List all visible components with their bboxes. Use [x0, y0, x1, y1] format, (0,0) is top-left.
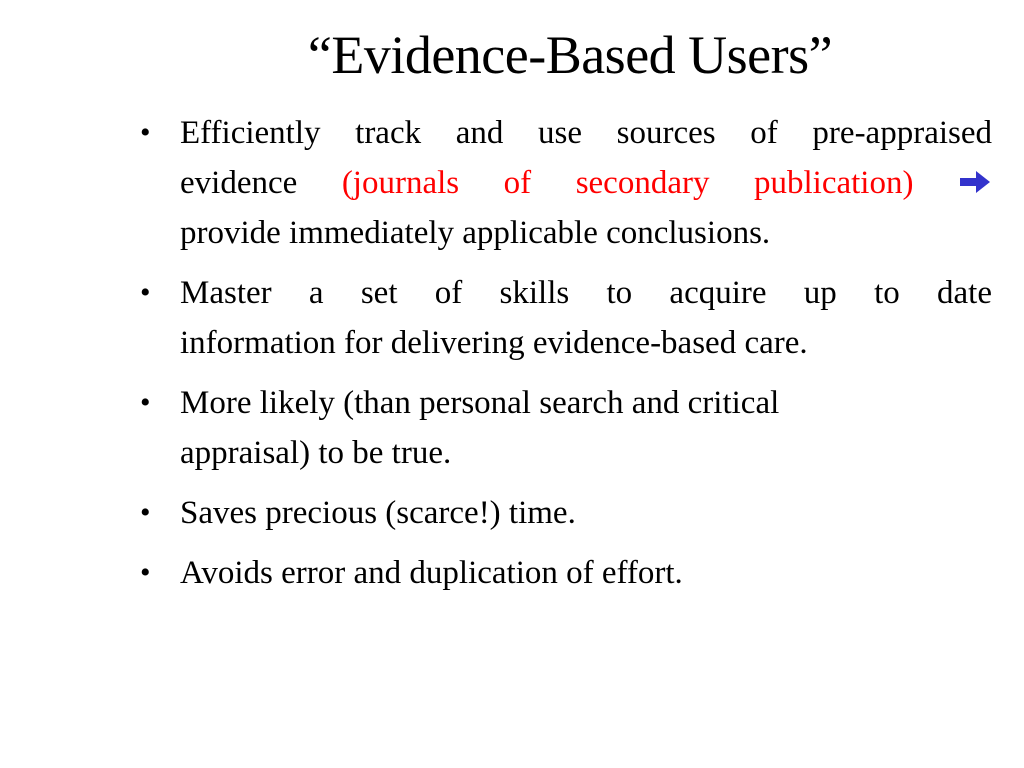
bullet-line: information for delivering evidence-based care.: [180, 325, 808, 361]
bullet-dot: •: [140, 386, 151, 419]
bullet-list: [140, 108, 992, 608]
bullet-line: Saves precious (scarce!) time.: [180, 495, 576, 531]
bullet-dot: •: [140, 496, 151, 529]
bullet-line: provide immediately applicable conclusions.: [180, 215, 771, 251]
bullet-line: More likely (than personal search and critical: [180, 385, 780, 421]
bullet-line: Master a set of skills to acquire up to date: [180, 275, 992, 311]
bullet-dot: •: [140, 276, 151, 309]
bullet-text: [180, 378, 992, 478]
bullet-item: [140, 378, 992, 478]
bullet-dot: •: [140, 556, 151, 589]
bullet-item: [140, 488, 992, 538]
bullet-text: [180, 108, 992, 258]
bullet-text: [180, 268, 992, 368]
bullet-text: [180, 488, 992, 538]
bullet-line-text: evidence: [180, 165, 298, 201]
slide-title: “Evidence-Based Users”: [307, 25, 833, 85]
bullet-line: [180, 158, 992, 208]
right-arrow-icon: [958, 169, 992, 195]
highlight-text: (journals of secondary publication): [341, 165, 914, 201]
bullet-item: [140, 548, 992, 598]
bullet-item: [140, 108, 992, 258]
bullet-item: [140, 268, 992, 368]
bullet-line: Efficiently track and use sources of pre-appraised: [180, 115, 992, 151]
bullet-line: Avoids error and duplication of effort.: [180, 555, 683, 591]
bullet-text: [180, 548, 992, 598]
bullet-dot: •: [140, 116, 151, 149]
bullet-line: appraisal) to be true.: [180, 435, 452, 471]
